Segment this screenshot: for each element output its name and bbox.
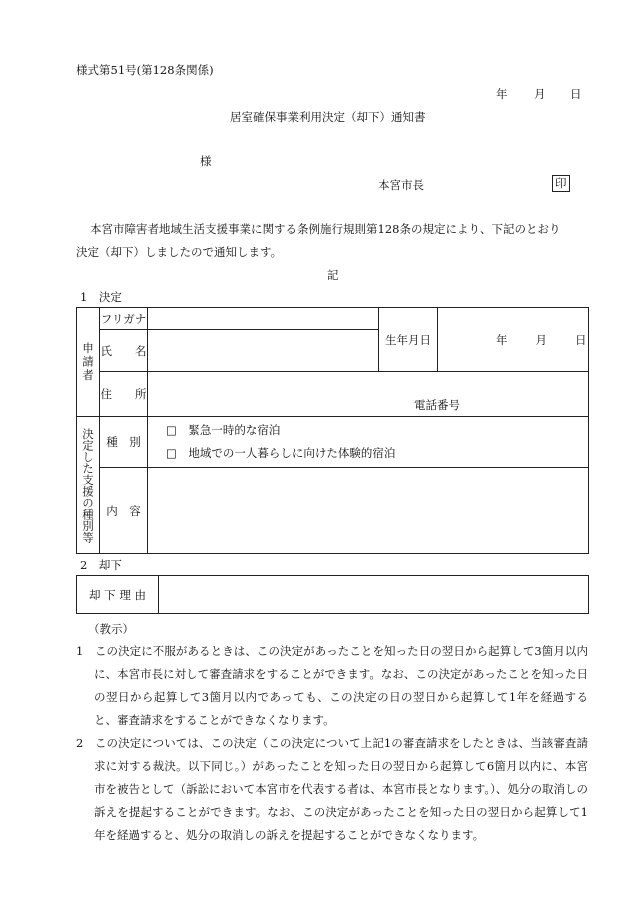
notes-title: （教示） (88, 622, 134, 636)
date-month: 月 (534, 87, 546, 101)
date-year: 年 (496, 87, 508, 101)
seal-mark: 印 (552, 175, 570, 192)
notes-list (76, 640, 588, 847)
ki-heading: 記 (327, 268, 339, 282)
section2-heading: 2 却下 (80, 558, 122, 572)
option-trial-stay[interactable]: □ 地域での一人暮らしに向けた体験的宿泊 (166, 446, 396, 460)
section1-heading: 1 決定 (80, 290, 122, 304)
note-item-2: 2 この決定については、この決定（この決定について上記1の審査請求をしたときは、当該審査請求に対する裁決。以下同じ。）があったことを知った日の翌日から起算して6箇月以内に、本宮市を被告として（訴訟において本宮市を代表する者は、本宮市長となります。）、処分の取消しの訴えを提起することができます。なお、この決定があったことを知った日の翌日から起算して1年を経過すると、処分の取消しの訴えを提起することができなくなります。 (76, 736, 588, 842)
checkbox-icon[interactable]: □ (166, 423, 177, 437)
rejection-table (76, 575, 589, 614)
furigana-label: フリガナ (100, 308, 148, 330)
date-day: 日 (570, 87, 582, 101)
option-emergency[interactable]: □ 緊急一時的な宿泊 (166, 423, 281, 437)
content-label: 内 容 (100, 468, 148, 554)
form-number: 様式第51号(第128条関係) (76, 63, 214, 77)
address-value[interactable] (148, 372, 589, 417)
document-title: 居室確保事業利用決定（却下）通知書 (230, 110, 426, 124)
checkbox-icon[interactable]: □ (166, 446, 177, 460)
name-value[interactable] (148, 330, 379, 372)
type-label: 種 別 (100, 417, 148, 468)
address-label: 住 所 (100, 372, 148, 417)
type-options (148, 417, 589, 468)
decision-table (76, 307, 589, 554)
content-value[interactable] (148, 468, 589, 554)
name-label: 氏 名 (100, 330, 148, 372)
birth-value[interactable]: 年 月 日 (438, 308, 589, 372)
furigana-value[interactable] (148, 308, 379, 330)
applicant-label-cell: 申請者 (77, 308, 100, 417)
body-text-line2: 決定（却下）しましたので通知します。 (76, 245, 283, 259)
addressee-suffix: 様 (200, 154, 212, 168)
reason-value[interactable] (159, 576, 589, 614)
body-text-line1: 本宮市障害者地域生活支援事業に関する条例施行規則第128条の規定により、下記のとおり (90, 222, 561, 236)
support-label-cell: 決定した支援の種別等 (77, 417, 100, 554)
reason-label: 却 下 理 由 (77, 576, 159, 614)
issuer-name: 本宮市長 (378, 178, 424, 192)
birth-label: 生年月日 (379, 308, 438, 372)
note-item-1: 1 この決定に不服があるときは、この決定があったことを知った日の翌日から起算して3箇月以内に、本宮市長に対して審査請求をすることができます。なお、この決定があったことを知った日の翌日から起算して3箇月以内であっても、この決定の日の翌日から起算して1年を経過すると、審査請求をすることができなくなります。 (76, 644, 588, 727)
phone-label: 電話番号 (414, 398, 460, 412)
